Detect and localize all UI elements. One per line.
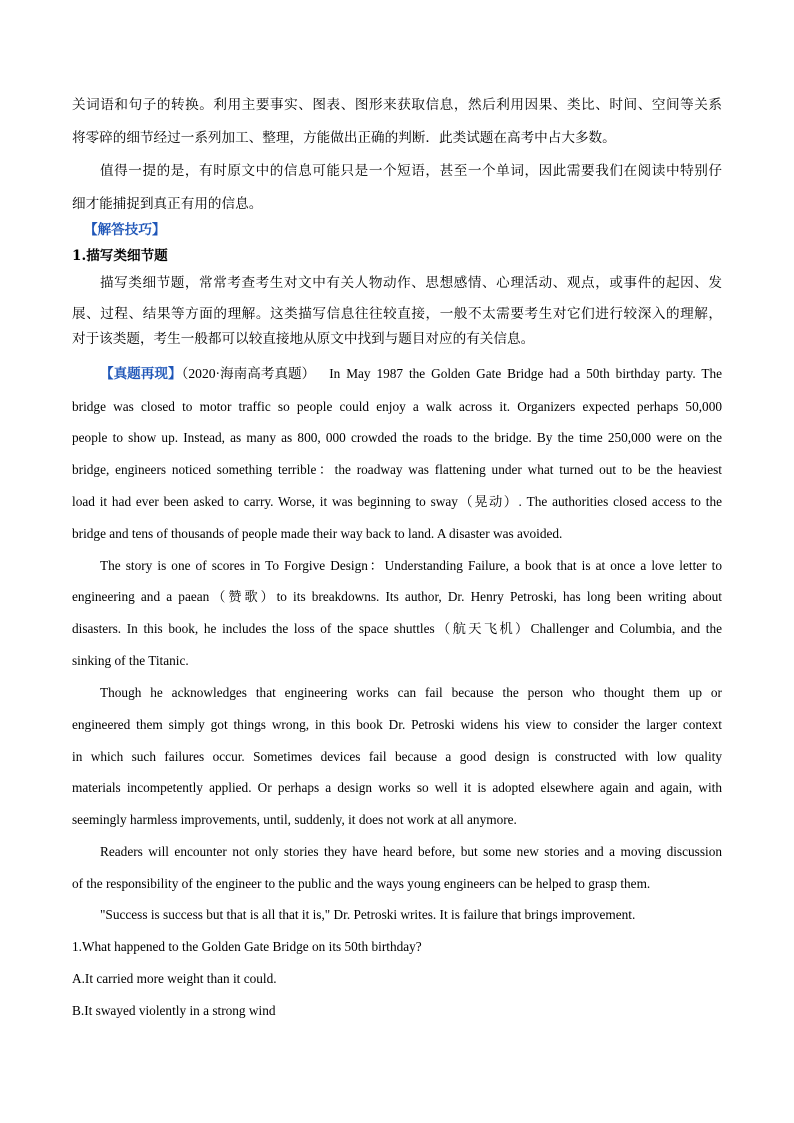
intro-line-1: 关词语和句子的转换。利用主要事实、图表、图形来获取信息，然后利用因果、类比、时间、空间等关系: [72, 97, 722, 113]
question-option-a: A.It carried more weight than it could.: [72, 971, 277, 986]
exam-p4-line-1: Readers will encounter not only stories they have heard before, but some new stories and a moving discussion: [100, 844, 722, 859]
exam-p1-line-5: load it had ever been asked to carry. Worse, it was beginning to sway（晃动）. The authorities closed access to the: [72, 494, 722, 509]
exam-p4-line-2: of the responsibility of the engineer to the public and the ways young engineers can be helped to grasp them.: [72, 876, 651, 891]
exam-p2-line-1: The story is one of scores in To Forgive Design：Understanding Failure, a book that is at once a love letter to: [100, 558, 722, 573]
exam-p3-line-5: seemingly harmless improvements, until, suddenly, it does not work at all anymore.: [72, 812, 517, 827]
question-option-b: B.It swayed violently in a strong wind: [72, 1003, 276, 1018]
intro-line-3: 值得一提的是，有时原文中的信息可能只是一个短语，甚至一个单词，因此需要我们在阅读中特别仔: [100, 163, 722, 179]
question-stem: 1.What happened to the Golden Gate Bridge on its 50th birthday?: [72, 939, 422, 954]
exam-p1-line-6: bridge and tens of thousands of people made their way back to land. A disaster was avoided.: [72, 526, 563, 541]
exam-p5: "Success is success but that is all that it is," Dr. Petroski writes. It is failure that brings improvement.: [100, 907, 636, 922]
exam-p3-line-1: Though he acknowledges that engineering works can fail because the person who thought them up or: [100, 685, 722, 700]
exam-p3-line-2: engineered them simply got things wrong, in this book Dr. Petroski widens his view to consider the larger context: [72, 717, 722, 732]
section1-line-1: 描写类细节题，常常考查考生对文中有关人物动作、思想感情、心理活动、观点，或事件的起因、发: [100, 275, 722, 291]
exam-p3-line-4: materials incompetently applied. Or perhaps a design works so well it is adopted elsewhere again and again, with: [72, 780, 722, 795]
exam-tag: 【真题再现】: [100, 366, 182, 381]
exam-p2-line-2: engineering and a paean（赞歌）to its breakdowns. Its author, Dr. Henry Petroski, has long been writing about: [72, 589, 722, 604]
exam-p1-line-1: In May 1987 the Golden Gate Bridge had a 50th birthday party. The: [329, 366, 722, 381]
intro-line-2: 将零碎的细节经过一系列加工、整理，方能做出正确的判断．此类试题在高考中占大多数。: [72, 130, 616, 146]
intro-line-4: 细才能捕捉到真正有用的信息。: [72, 196, 263, 212]
section1-line-2: 展、过程、结果等方面的理解。这类描写信息往往较直接，一般不太需要考生对它们进行较深入的理解，: [72, 306, 722, 322]
exam-p2-line-3: disasters. In this book, he includes the loss of the space shuttles（航天飞机）Challenger and Columbia, and the: [72, 621, 722, 636]
exam-p1-line-4: bridge, engineers noticed something terrible：the roadway was flattening under what turned out to be the heaviest: [72, 462, 722, 477]
exam-p1-line-2: bridge was closed to motor traffic so people could enjoy a walk across it. Organizers expected perhaps 50,000: [72, 399, 722, 414]
section1-title: 1.描写类细节题: [72, 248, 168, 264]
section1-line-3: 对于该类题，考生一般都可以较直接地从原文中找到与题目对应的有关信息。: [72, 331, 535, 347]
exam-intro: [100, 365, 315, 383]
exam-p1-line-3: people to show up. Instead, as many as 800, 000 crowded the roads to the bridge. By the time 250,000 were on the: [72, 430, 722, 445]
exam-p2-line-4: sinking of the Titanic.: [72, 653, 189, 668]
skills-heading: 【解答技巧】: [84, 222, 166, 238]
exam-source: （2020·海南高考真题）: [181, 366, 316, 381]
exam-line-1: [100, 365, 722, 383]
exam-p3-line-3: in which such failures occur. Sometimes devices fail because a good design is constructed with low quality: [72, 749, 722, 764]
